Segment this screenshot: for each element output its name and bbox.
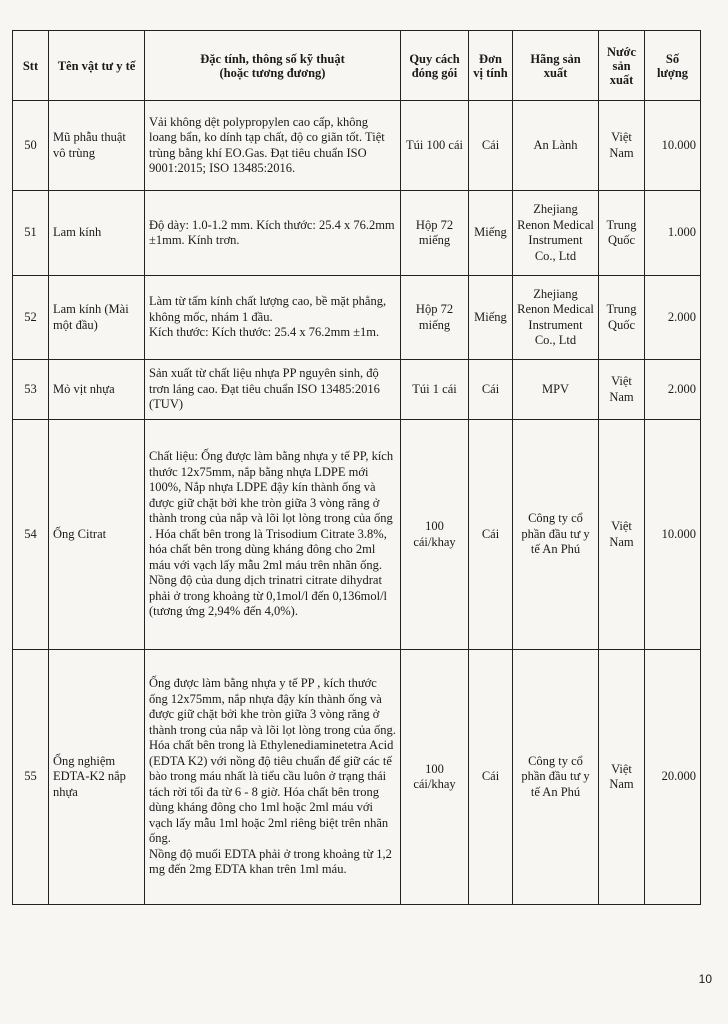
cell-country: Việt Nam <box>599 101 645 191</box>
cell-qty: 10.000 <box>645 420 701 650</box>
cell-name: Lam kính <box>49 191 145 276</box>
cell-stt: 51 <box>13 191 49 276</box>
cell-maker: Công ty cổ phần đầu tư y tế An Phú <box>513 420 599 650</box>
cell-packing: Hộp 72 miếng <box>401 276 469 360</box>
table-row <box>13 276 701 360</box>
cell-name: Lam kính (Mài một đầu) <box>49 276 145 360</box>
cell-packing: Túi 1 cái <box>401 360 469 420</box>
header-packing: Quy cách đóng gói <box>401 31 469 101</box>
header-country: Nước sản xuất <box>599 31 645 101</box>
cell-qty: 1.000 <box>645 191 701 276</box>
cell-stt: 52 <box>13 276 49 360</box>
cell-stt: 55 <box>13 650 49 905</box>
cell-packing: 100 cái/khay <box>401 650 469 905</box>
header-maker: Hãng sản xuất <box>513 31 599 101</box>
table-row <box>13 101 701 191</box>
cell-unit: Cái <box>469 420 513 650</box>
cell-spec: Làm từ tấm kính chất lượng cao, bề mặt phẳng, không mốc, nhám 1 đầu. Kích thước: Kích thước: 25.4 x 76.2mm ±1m. <box>145 276 401 360</box>
header-qty: Số lượng <box>645 31 701 101</box>
cell-maker: Zhejiang Renon Medical Instrument Co., Ltd <box>513 191 599 276</box>
cell-unit: Cái <box>469 650 513 905</box>
cell-qty: 10.000 <box>645 101 701 191</box>
cell-spec: Độ dày: 1.0-1.2 mm. Kích thước: 25.4 x 76.2mm ±1mm. Kính trơn. <box>145 191 401 276</box>
header-spec-line2: (hoặc tương đương) <box>219 65 326 80</box>
cell-packing: Hộp 72 miếng <box>401 191 469 276</box>
header-spec <box>145 31 401 101</box>
cell-qty: 20.000 <box>645 650 701 905</box>
cell-qty: 2.000 <box>645 360 701 420</box>
cell-maker: MPV <box>513 360 599 420</box>
cell-spec: Chất liệu: Ống được làm bằng nhựa y tế PP, kích thước 12x75mm, nắp bằng nhựa LDPE mới 100%, Nắp nhựa LDPE đậy kín thành ống và được giữ chặt bởi khe tròn giữa 3 vòng răng ở thành trong của nắp và lõi lọt lòng trong của ống . Hóa chất bên trong là Trisodium Citrate 3.8%, hóa chất bên trong dùng kháng đông cho 2ml máu với vạch lấy mẫu 2ml máu trên nhãn ống. Nồng độ của dung dịch trinatri citrate dihydrat phải ở trong khoảng từ 0,1mol/l đến 0,136mol/l (tương ứng 2,94% đến 4,0%). <box>145 420 401 650</box>
cell-country: Trung Quốc <box>599 191 645 276</box>
cell-qty: 2.000 <box>645 276 701 360</box>
cell-country: Việt Nam <box>599 360 645 420</box>
cell-packing: Túi 100 cái <box>401 101 469 191</box>
cell-country: Trung Quốc <box>599 276 645 360</box>
cell-unit: Cái <box>469 101 513 191</box>
header-stt: Stt <box>13 31 49 101</box>
table-row <box>13 191 701 276</box>
table-row <box>13 420 701 650</box>
header-row <box>13 31 701 101</box>
cell-spec: Sản xuất từ chất liệu nhựa PP nguyên sinh, độ trơn láng cao. Đạt tiêu chuẩn ISO 13485:2016 (TUV) <box>145 360 401 420</box>
header-unit: Đơn vị tính <box>469 31 513 101</box>
header-spec-line1: Đặc tính, thông số kỹ thuật <box>200 51 345 66</box>
cell-spec: Ống được làm bằng nhựa y tế PP , kích thước ống 12x75mm, nắp nhựa đậy kín thành ống và được giữ chặt bởi khe tròn giữa 3 vòng răng ở thành trong của nắp và lõi lọt lòng trong của ống. Hóa chất bên trong là Ethylenediaminetetra Acid (EDTA K2) với nồng độ tiêu chuẩn để giữ các tế bào trong máu nhất là tiểu cầu luôn ở trạng thái tách rời tối đa từ 6 - 8 giờ. Hóa chất bên trong dùng kháng đông cho 1ml hoặc 2ml máu với vạch lấy mẫu 1ml hoặc 2ml riêng biệt trên nhãn ống. Nồng độ muối EDTA phải ở trong khoảng từ 1,2 mg đến 2mg EDTA khan trên 1ml máu. <box>145 650 401 905</box>
cell-packing: 100 cái/khay <box>401 420 469 650</box>
cell-name: Ống nghiệm EDTA-K2 nắp nhựa <box>49 650 145 905</box>
table-row <box>13 650 701 905</box>
table-row <box>13 360 701 420</box>
cell-unit: Cái <box>469 360 513 420</box>
cell-name: Mũ phẫu thuật vô trùng <box>49 101 145 191</box>
cell-unit: Miếng <box>469 191 513 276</box>
header-name: Tên vật tư y tế <box>49 31 145 101</box>
cell-country: Việt Nam <box>599 420 645 650</box>
cell-spec: Vải không dệt polypropylen cao cấp, không loang bẩn, ko dính tạp chất, độ co giãn tốt. Tiệt trùng bằng khí EO.Gas. Đạt tiêu chuẩn ISO 9001:2015; ISO 13485:2016. <box>145 101 401 191</box>
supply-spec-table <box>12 30 701 905</box>
page-number: 10 <box>698 972 712 986</box>
cell-stt: 54 <box>13 420 49 650</box>
cell-name: Ống Citrat <box>49 420 145 650</box>
cell-stt: 50 <box>13 101 49 191</box>
cell-maker: Zhejiang Renon Medical Instrument Co., Ltd <box>513 276 599 360</box>
cell-unit: Miếng <box>469 276 513 360</box>
cell-maker: Công ty cổ phần đầu tư y tế An Phú <box>513 650 599 905</box>
cell-country: Việt Nam <box>599 650 645 905</box>
cell-name: Mỏ vịt nhựa <box>49 360 145 420</box>
cell-maker: An Lành <box>513 101 599 191</box>
cell-stt: 53 <box>13 360 49 420</box>
